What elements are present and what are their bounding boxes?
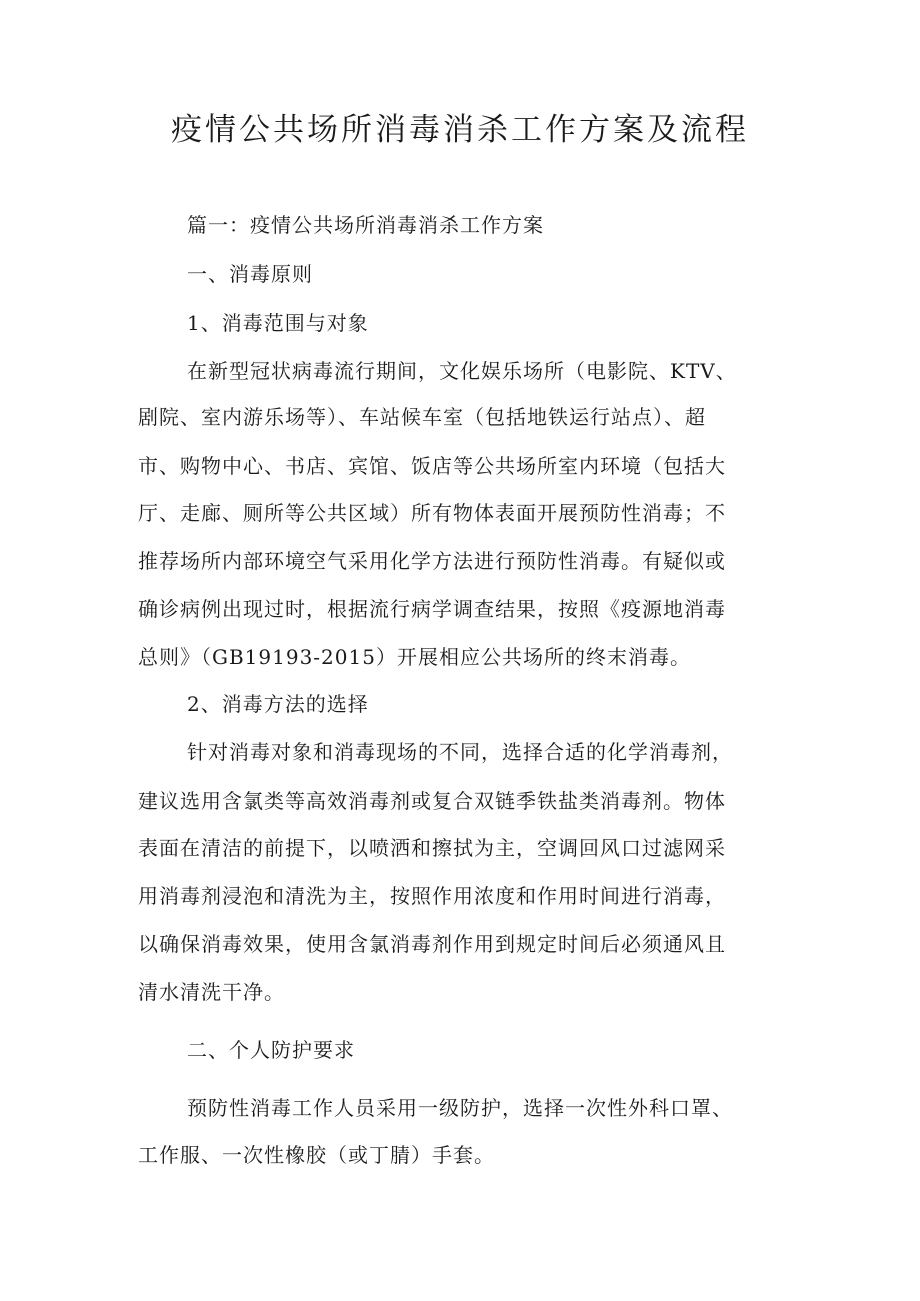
- paragraph-scope-line-4: 厅、走廊、厕所等公共区域）所有物体表面开展预防性消毒；不: [138, 501, 726, 525]
- paragraph-scope-line-7: 总则》（GB19193-2015）开展相应公共场所的终末消毒。: [138, 645, 691, 669]
- subheading-scope: 1、消毒范围与对象: [187, 311, 369, 335]
- paragraph-scope-line-1: 在新型冠状病毒流行期间，文化娱乐场所（电影院、KTV、: [187, 359, 737, 383]
- paragraph-methods-line-2: 建议选用含氯类等高效消毒剂或复合双链季铁盐类消毒剂。物体: [138, 789, 726, 813]
- section-heading-principles: 一、消毒原则: [187, 262, 313, 286]
- document-title: 疫情公共场所消毒消杀工作方案及流程: [171, 112, 749, 148]
- paragraph-protection-line-1: 预防性消毒工作人员采用一级防护，选择一次性外科口罩、: [187, 1096, 733, 1120]
- paragraph-methods-line-1: 针对消毒对象和消毒现场的不同，选择合适的化学消毒剂，: [187, 740, 733, 764]
- paragraph-scope-line-2: 剧院、室内游乐场等）、车站候车室（包括地铁运行站点）、超: [138, 405, 706, 429]
- paragraph-methods-line-5: 以确保消毒效果，使用含氯消毒剂作用到规定时间后必须通风且: [138, 932, 726, 956]
- paragraph-scope-line-5: 推荐场所内部环境空气采用化学方法进行预防性消毒。有疑似或: [138, 549, 726, 573]
- paragraph-methods-line-4: 用消毒剂浸泡和清洗为主，按照作用浓度和作用时间进行消毒，: [138, 884, 726, 908]
- paragraph-methods-line-3: 表面在清洁的前提下，以喷洒和擦拭为主，空调回风口过滤网采: [138, 836, 726, 860]
- paragraph-scope-line-3: 市、购物中心、书店、宾馆、饭店等公共场所室内环境（包括大: [138, 454, 726, 478]
- paragraph-methods-line-6: 清水清洗干净。: [138, 980, 285, 1004]
- paragraph-scope-line-6: 确诊病例出现过时，根据流行病学调查结果，按照《疫源地消毒: [138, 597, 726, 621]
- subheading-methods: 2、消毒方法的选择: [187, 692, 369, 716]
- paragraph-protection-line-2: 工作服、一次性橡胶（或丁腈）手套。: [138, 1143, 495, 1167]
- section-heading-part-one: 篇一：疫情公共场所消毒消杀工作方案: [187, 213, 544, 237]
- section-heading-protection: 二、个人防护要求: [187, 1038, 355, 1062]
